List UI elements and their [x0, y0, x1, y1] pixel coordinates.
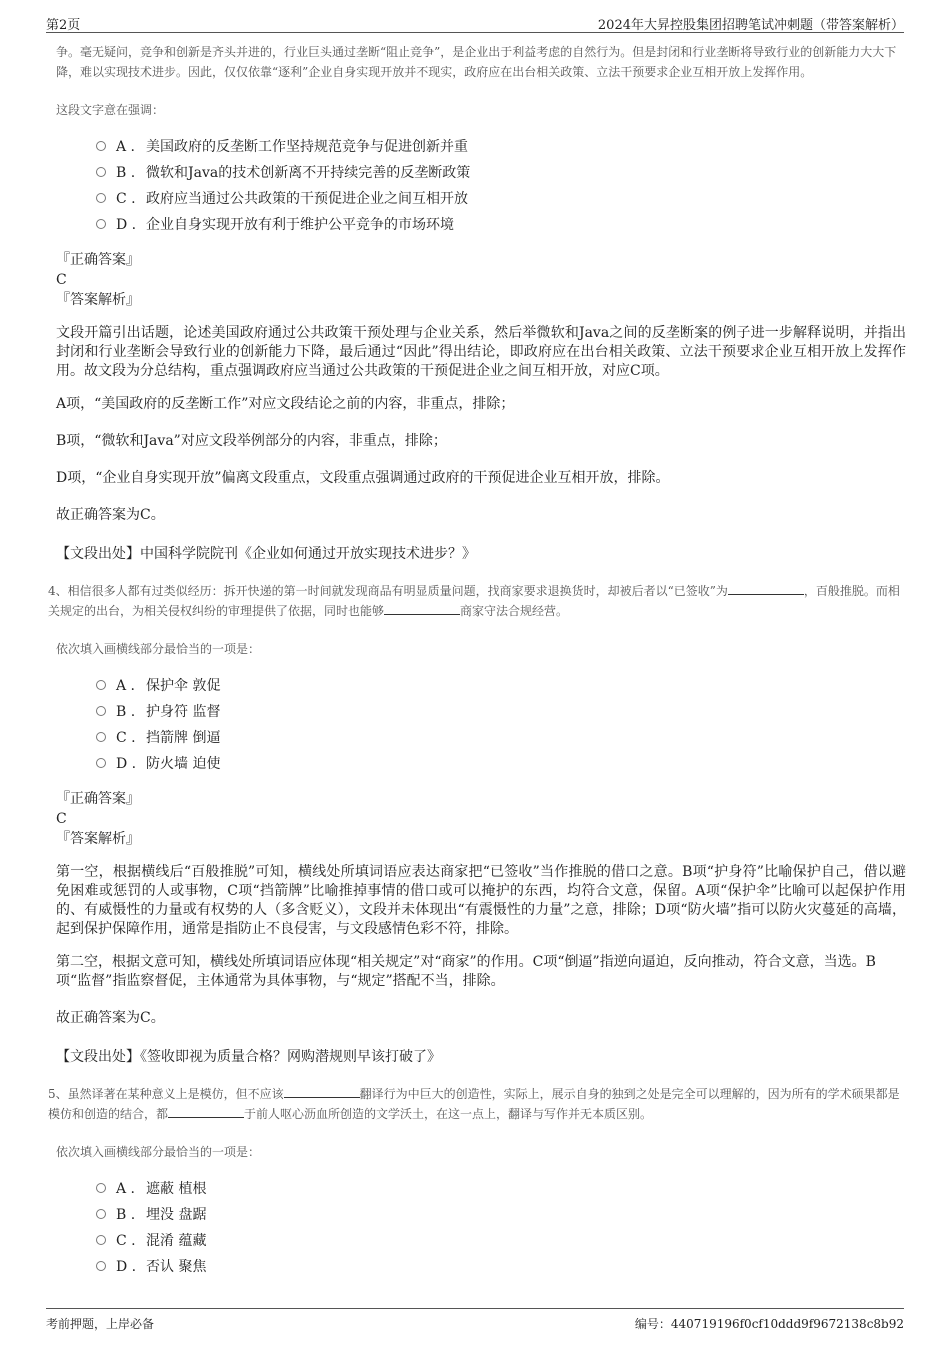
q3-analysis-b: B项，“微软和Java”对应文段举例部分的内容，非重点，排除；	[56, 433, 447, 449]
q3-options	[96, 134, 906, 238]
q5-option-d[interactable]: D . 否认 聚焦	[96, 1254, 906, 1280]
q3-prompt: 这段文字意在强调：	[56, 103, 165, 117]
page-footer	[46, 1308, 904, 1331]
q3-option-d[interactable]: D . 企业自身实现开放有利于维护公平竞争的市场环境	[96, 212, 906, 238]
q4-answer: C	[56, 811, 67, 827]
q4-blank-1	[728, 582, 804, 595]
radio-icon[interactable]	[96, 141, 106, 151]
radio-icon[interactable]	[96, 680, 106, 690]
q4-option-d[interactable]: D . 防火墙 迫使	[96, 751, 906, 777]
footer-code: 编号：440719196f0cf10ddd9f9672138c8b92	[634, 1317, 904, 1331]
q4-option-a[interactable]: A . 保护伞 敦促	[96, 673, 906, 699]
q3-analysis-d: D项，“企业自身实现开放”偏离文段重点，文段重点强调通过政府的干预促进企业互相开放，排除。	[56, 470, 670, 486]
q3-analysis-a: A项，“美国政府的反垄断工作”对应文段结论之前的内容，非重点，排除；	[56, 396, 515, 412]
q4-analysis-label: 『答案解析』	[56, 831, 140, 847]
q4-analysis-conclusion: 故正确答案为C。	[56, 1010, 165, 1026]
q3-answer-label: 『正确答案』	[56, 252, 140, 268]
q4-analysis-second-blank: 第二空，根据文意可知，横线处所填词语应体现“相关规定”对“商家”的作用。C项“倒逼”指逆向逼迫，反向推动，符合文意，当选。B项“监督”指监察督促，主体通常为具体事物，与“规定”搭配不当，排除。	[56, 954, 876, 989]
q5-prompt: 依次填入画横线部分最恰当的一项是：	[56, 1145, 261, 1159]
q5-blank-2	[168, 1105, 244, 1118]
radio-icon[interactable]	[96, 758, 106, 768]
q3-passage-tail: 争。毫无疑问，竞争和创新是齐头并进的，行业巨头通过垄断“阻止竞争”，是企业出于利益考虑的自然行为。但是封闭和行业垄断将导致行业的创新能力大大下降，难以实现技术进步。因此，仅仅依靠“逐利”企业自身实现开放并不现实，政府应在出台相关政策、立法干预要求企业互相开放上发挥作用。	[56, 45, 897, 79]
page-header	[46, 10, 904, 33]
q3-answer: C	[56, 272, 67, 288]
q5-option-b[interactable]: B . 埋没 盘踞	[96, 1202, 906, 1228]
q5-blank-1	[284, 1085, 360, 1098]
q4-blank-2	[384, 602, 460, 615]
q3-analysis-label: 『答案解析』	[56, 292, 140, 308]
q4-stem: 4、相信很多人都有过类似经历：拆开快递的第一时间就发现商品有明显质量问题，找商家要求退换货时，却被后者以“已签收”为 ，百般推脱。而相关规定的出台，为相关侵权纠纷的审理提供了依据，同时也能够 商家守法合规经营。	[48, 584, 900, 618]
q3-option-b[interactable]: B . 微软和Java的技术创新离不开持续完善的反垄断政策	[96, 160, 906, 186]
radio-icon[interactable]	[96, 1261, 106, 1271]
q4-answer-label: 『正确答案』	[56, 791, 140, 807]
document-title: 2024年大昇控股集团招聘笔试冲刺题（带答案解析）	[597, 18, 904, 33]
q5-options	[96, 1176, 906, 1280]
q3-option-a[interactable]: A . 美国政府的反垄断工作坚持规范竞争与促进创新并重	[96, 134, 906, 160]
radio-icon[interactable]	[96, 706, 106, 716]
q5-option-c[interactable]: C . 混淆 蕴藏	[96, 1228, 906, 1254]
q4-option-b[interactable]: B . 护身符 监督	[96, 699, 906, 725]
radio-icon[interactable]	[96, 1235, 106, 1245]
radio-icon[interactable]	[96, 193, 106, 203]
radio-icon[interactable]	[96, 1183, 106, 1193]
q4-option-c[interactable]: C . 挡箭牌 倒逼	[96, 725, 906, 751]
q4-source: 【文段出处】《签收即视为质量合格？网购潜规则早该打破了》	[56, 1049, 441, 1065]
q4-prompt: 依次填入画横线部分最恰当的一项是：	[56, 642, 261, 656]
footer-slogan: 考前押题，上岸必备	[46, 1317, 155, 1331]
q3-option-c[interactable]: C . 政府应当通过公共政策的干预促进企业之间互相开放	[96, 186, 906, 212]
page-number: 第2页	[46, 18, 81, 33]
q4-analysis-first-blank: 第一空，根据横线后“百般推脱”可知，横线处所填词语应表达商家把“已签收”当作推脱的借口之意。B项“护身符”比喻保护自己，借以避免困难或惩罚的人或事物，C项“挡箭牌”比喻推掉事情的借口或可以掩护的东西，均符合文意，保留。A项“保护伞”比喻可以起保护作用的、有威慑性的力量或有权势的人（多含贬义），文段并未体现出“有震慑性的力量”之意，排除；D项“防火墙”指可以防火灾蔓延的高墙，起到保护保障作用，通常是指防止不良侵害，与文段感情色彩不符，排除。	[56, 864, 906, 937]
q4-options	[96, 673, 906, 777]
radio-icon[interactable]	[96, 1209, 106, 1219]
radio-icon[interactable]	[96, 219, 106, 229]
q3-source: 【文段出处】中国科学院院刊《企业如何通过开放实现技术进步？》	[56, 546, 476, 562]
q3-analysis-main: 文段开篇引出话题，论述美国政府通过公共政策干预处理与企业关系，然后举微软和Java之间的反垄断案的例子进一步解释说明，并指出封闭和行业垄断会导致行业的创新能力下降，最后通过“因此”得出结论，即政府应在出台相关政策、立法干预要求企业互相开放上发挥作用。故文段为分总结构，重点强调政府应当通过公共政策的干预促进企业之间互相开放，对应C项。	[56, 325, 906, 379]
q5-stem: 5、虽然译著在某种意义上是模仿，但不应该 翻译行为中巨大的创造性，实际上，展示自身的独到之处是完全可以理解的，因为所有的学术硕果都是模仿和创造的结合，都 于前人呕心沥血所创造的文学沃土，在这一点上，翻译与写作并无本质区别。	[48, 1087, 900, 1121]
q5-option-a[interactable]: A . 遮蔽 植根	[96, 1176, 906, 1202]
radio-icon[interactable]	[96, 732, 106, 742]
radio-icon[interactable]	[96, 167, 106, 177]
q3-analysis-conclusion: 故正确答案为C。	[56, 507, 165, 523]
page-content	[48, 42, 906, 1292]
